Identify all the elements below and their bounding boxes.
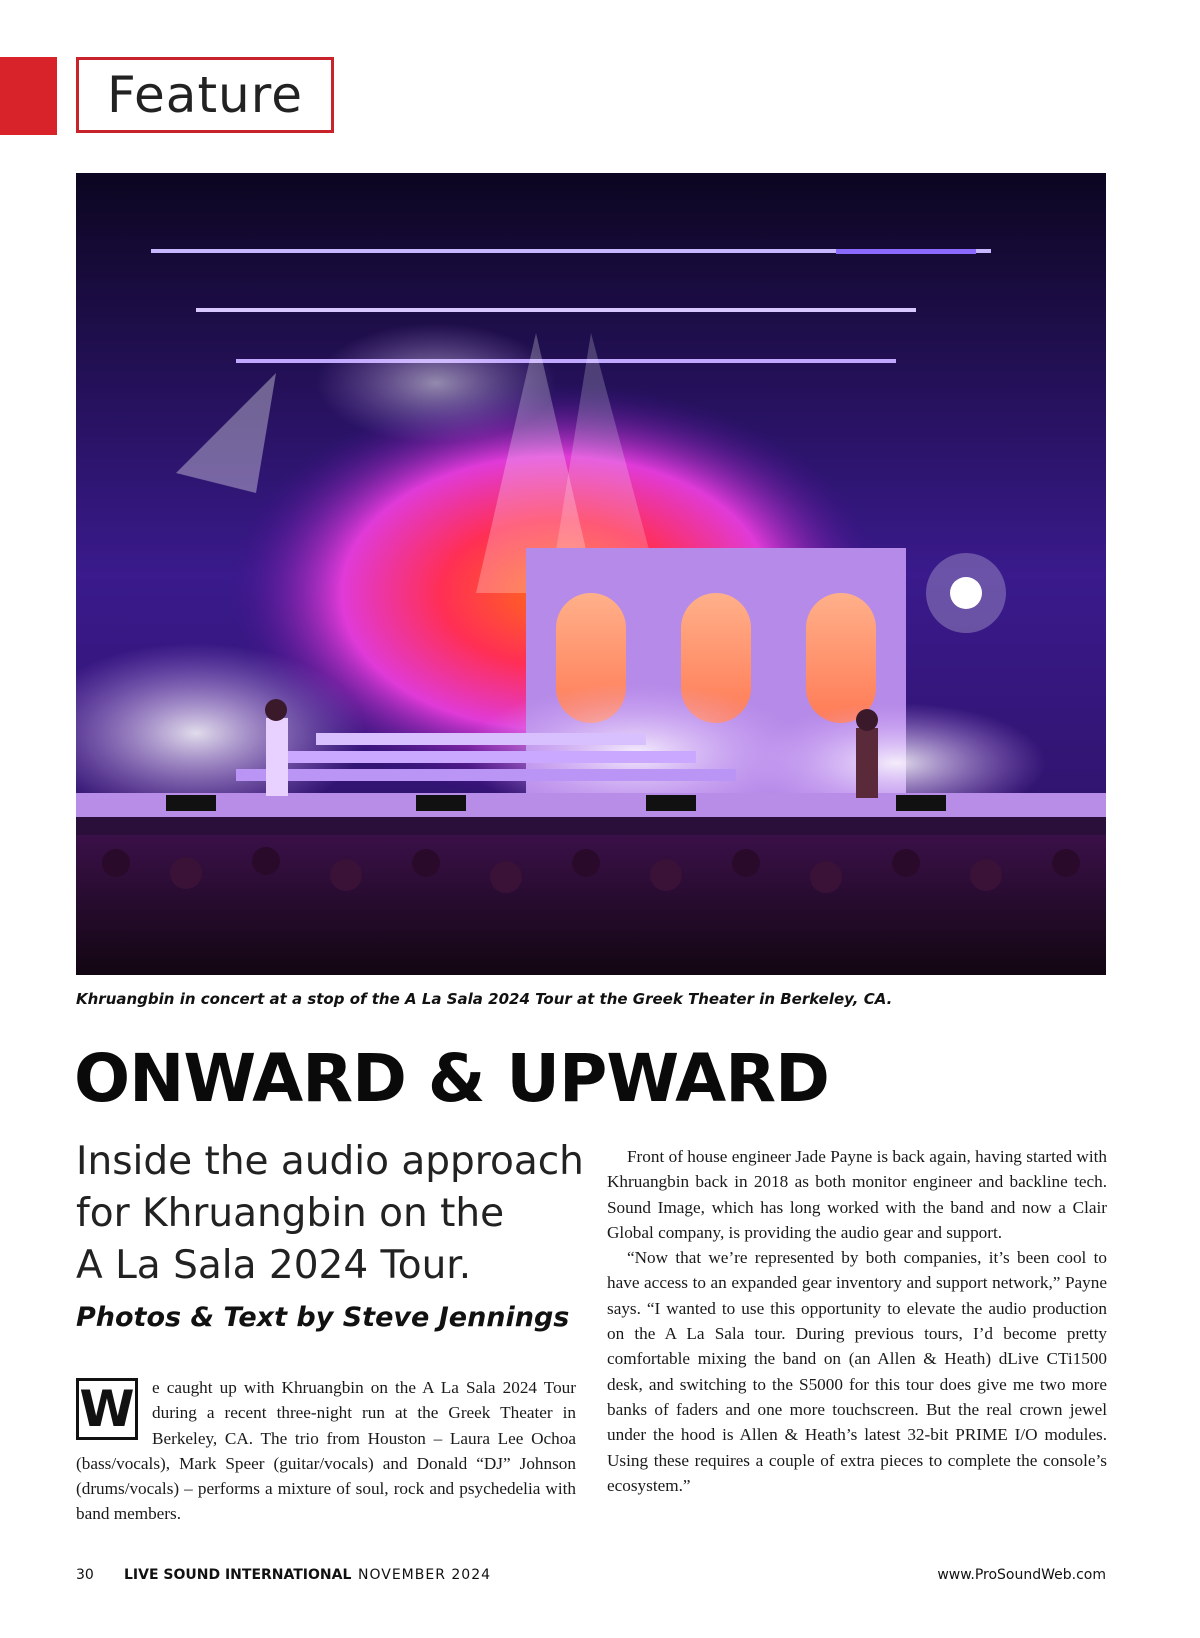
deck-line: A La Sala 2024 Tour. [76,1243,472,1288]
deck-line: for Khruangbin on the [76,1191,505,1236]
concert-photo-illustration [76,173,1106,975]
article-column-right [607,1144,1107,1498]
article-deck [76,1136,596,1292]
page-number: 30 [76,1567,94,1583]
article-headline: ONWARD & UPWARD [74,1040,829,1117]
website-link[interactable]: www.ProSoundWeb.com [937,1567,1106,1583]
magazine-name: LIVE SOUND INTERNATIONAL [124,1567,352,1583]
photo-caption: Khruangbin in concert at a stop of the A La Sala 2024 Tour at the Greek Theater in Berkeley, CA. [76,990,893,1008]
drop-cap: W [76,1378,138,1440]
body-paragraph: “Now that we’re represented by both companies, it’s been cool to have access to an expanded gear inventory and support network,” Payne says. “I wanted to use this opportunity to elevate the audio production on the A La Sala tour. During previous tours, I’d become pretty comfortable mixing the band on (an Allen & Heath) dLive CTi1500 desk, and switching to the S5000 for this tour does give me two more banks of faders and one more touchscreen. But the real crown jewel under the hood is Allen & Heath’s latest 32-bit PRIME I/O modules. Using these requires a couple of extra pieces to complete the console’s ecosystem.” [607,1248,1107,1495]
article-column-left [76,1375,576,1527]
section-label: Feature [107,66,303,124]
deck-line: Inside the audio approach [76,1139,584,1184]
section-label-box [76,57,334,133]
issue-date: NOVEMBER 2024 [358,1567,492,1583]
article-byline: Photos & Text by Steve Jennings [76,1302,570,1333]
intro-paragraph: e caught up with Khruangbin on the A La Sala 2024 Tour during a recent three-night run at the Greek Theater in Berkeley, CA. The trio from Houston – Laura Lee Ochoa (bass/vocals), Mark Speer (guitar/vocals) and Donald “DJ” Johnson (drums/vocals) – performs a mixture of soul, rock and psychedelia with band members. [76,1378,576,1524]
page-footer [76,1567,1106,1589]
section-color-tab [0,57,57,135]
body-paragraph: Front of house engineer Jade Payne is back again, having started with Khruangbin back in 2018 as both monitor engineer and backline tech. Sound Image, which has long worked with the band and now a Clair Global company, is providing the audio gear and support. [607,1147,1107,1242]
concert-photo [76,173,1106,975]
